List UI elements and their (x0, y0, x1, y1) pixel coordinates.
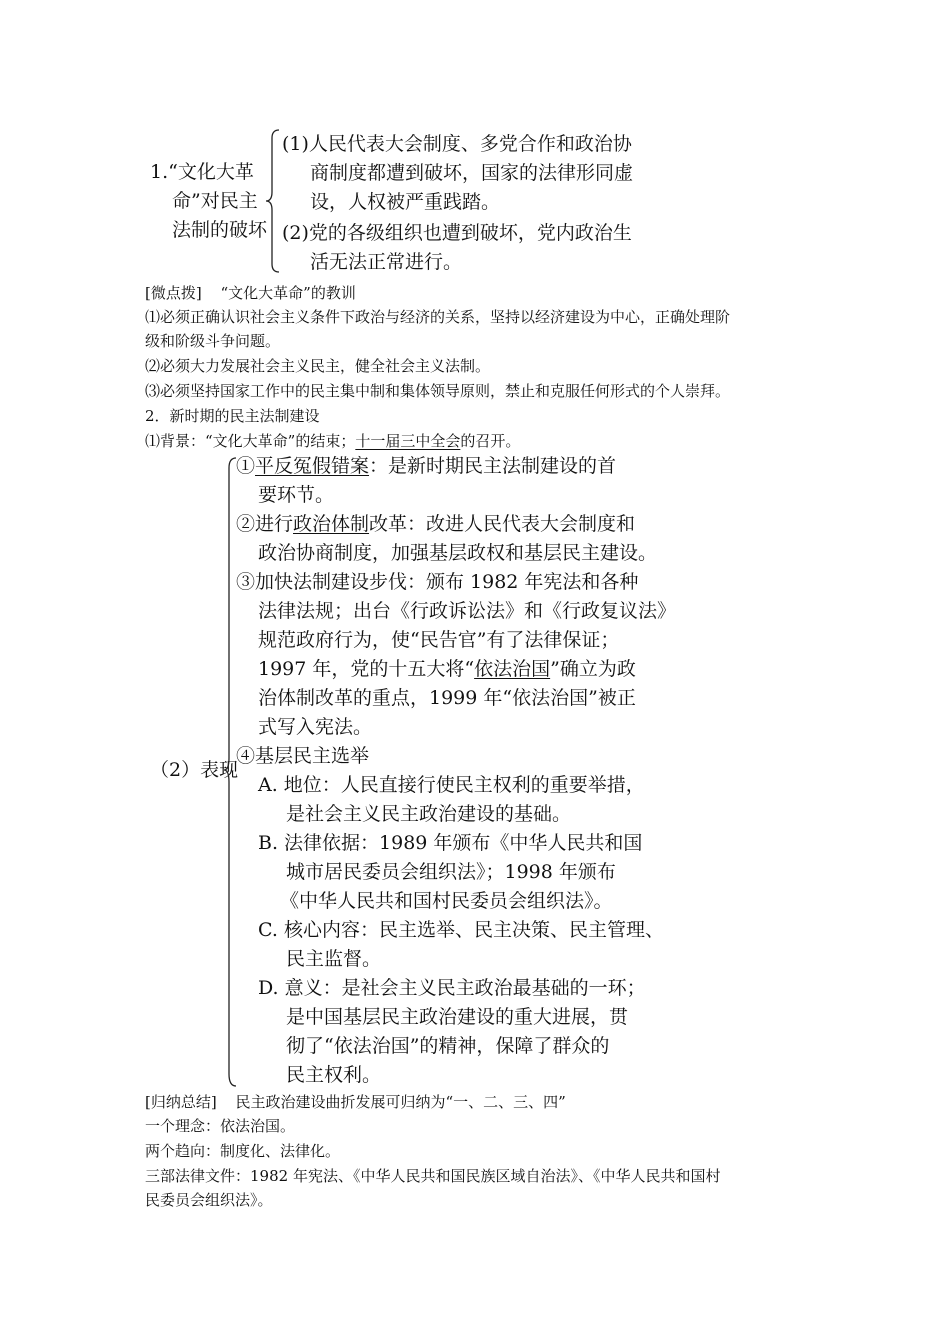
summary-tag: [归纳总结] (145, 1093, 217, 1111)
tip-tag: [微点拨] (145, 284, 202, 302)
section1-brace (264, 128, 282, 274)
tip-line2: ⑵必须大力发展社会主义民主，健全社会主义法制。 (145, 357, 491, 375)
section1-item2-line2: 活无法正常进行。 (310, 251, 463, 273)
tip-heading (145, 281, 356, 305)
background-text-end: 的召开。 (460, 432, 521, 450)
tip-line1a: ⑴必须正确认识社会主义条件下政治与经济的关系，坚持以经济建设为中心，正确处理阶 (145, 308, 731, 326)
section2-label: （2）表现 (150, 759, 239, 781)
tip-line3: ⑶必须坚持国家工作中的民主集中制和集体领导原则，禁止和克服任何形式的个人崇拜。 (145, 382, 731, 400)
section1-item1-line1: (1)人民代表大会制度、多党合作和政治协 (282, 133, 632, 155)
item2-text-b: 改革：改进人民代表大会制度和 (369, 513, 636, 535)
item3-line4-a: 1997 年，党的十五大将“ (258, 658, 475, 680)
item1-underlined: 平反冤假错案 (255, 455, 370, 477)
summary-line2: 两个趋向：制度化、法律化。 (145, 1142, 341, 1160)
sub-c-line2: 民主监督。 (286, 948, 382, 970)
summary-line3a: 三部法律文件：1982 年宪法、《中华人民共和国民族区域自治法》、《中华人民共和国村 (145, 1167, 721, 1185)
section2-heading: 2．新时期的民主法制建设 (145, 407, 320, 425)
sub-a-line1: A. 地位：人民直接行使民主权利的重要举措， (258, 774, 645, 796)
summary-line3b: 民委员会组织法》。 (145, 1191, 273, 1209)
item3-line3: 规范政府行为，使“民告官”有了法律保证； (258, 629, 620, 651)
item3-line6: 式写入宪法。 (258, 716, 373, 738)
section1-item2-line1: (2)党的各级组织也遭到破坏，党内政治生 (282, 222, 632, 244)
item1-line1 (236, 452, 616, 481)
item1-text: ：是新时期民主法制建设的首 (369, 455, 617, 477)
item2-line2: 政治协商制度，加强基层政权和基层民主建设。 (258, 542, 658, 564)
item4-title: ④基层民主选举 (236, 745, 370, 767)
item3-underlined: 依法治国 (474, 658, 551, 680)
item1-line2: 要环节。 (258, 484, 335, 506)
section1-item1-line3: 设，人权被严重践踏。 (310, 191, 501, 213)
item3-line4 (258, 655, 636, 684)
tip-title: “文化大革命”的教训 (220, 284, 356, 302)
item3-line5: 治体制改革的重点，1999 年“依法治国”被正 (258, 687, 636, 709)
section1-label-line1: 1.“文化大革 (150, 161, 254, 183)
section1-label-line2: 命”对民主 (172, 190, 258, 212)
sub-d-line3: 彻了“依法治国”的精神，保障了群众的 (286, 1035, 610, 1057)
sub-d-line1: D. 意义：是社会主义民主政治最基础的一环； (258, 977, 646, 999)
item1-marker: ① (236, 455, 256, 477)
item2-text-a: ②进行 (236, 513, 294, 535)
tip-line1b: 级和阶级斗争问题。 (145, 332, 281, 350)
section2-brace (222, 456, 238, 1088)
item2-line1 (236, 510, 635, 539)
sub-d-line4: 民主权利。 (286, 1064, 382, 1086)
item3-line1: ③加快法制建设步伐：颁布 1982 年宪法和各种 (236, 571, 639, 593)
item3-line4-b: ”确立为政 (550, 658, 636, 680)
section1-label-line3: 法制的破坏 (172, 219, 268, 241)
section1-item1-line2: 商制度都遭到破坏，国家的法律形同虚 (310, 162, 634, 184)
summary-line1: 一个理念：依法治国。 (145, 1117, 296, 1135)
item3-line2: 法律法规；出台《行政诉讼法》和《行政复议法》 (258, 600, 677, 622)
background-text: ⑴背景：“文化大革命”的结束； (145, 432, 356, 450)
sub-d-line2: 是中国基层民主政治建设的重大进展，贯 (286, 1006, 629, 1028)
section2-background (145, 429, 520, 453)
summary-heading (145, 1090, 566, 1114)
sub-b-line3: 《中华人民共和国村民委员会组织法》。 (280, 890, 613, 912)
sub-b-line2: 城市居民委员会组织法》；1998 年颁布 (286, 861, 616, 883)
background-underlined: 十一届三中全会 (355, 432, 461, 450)
item2-underlined: 政治体制 (293, 513, 370, 535)
sub-a-line2: 是社会主义民主政治建设的基础。 (286, 803, 572, 825)
summary-title: 民主政治建设曲折发展可归纳为“一、二、三、四” (235, 1093, 566, 1111)
sub-c-line1: C. 核心内容：民主选举、民主决策、民主管理、 (258, 919, 664, 941)
sub-b-line1: B. 法律依据：1989 年颁布《中华人民共和国 (258, 832, 643, 854)
